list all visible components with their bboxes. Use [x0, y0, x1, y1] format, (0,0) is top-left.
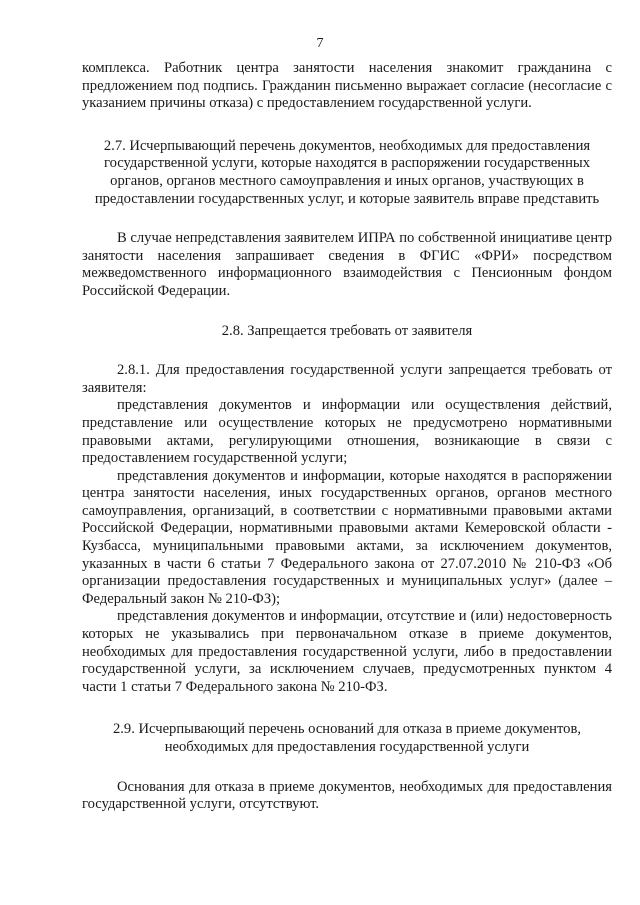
paragraph-consent: комплекса. Работник центра занятости населения знакомит гражданина с предложением под подпись. Гражданин письменно выражает согласие (несогласие с указанием причины отказа) с предоставлением государственной услуги. — [82, 60, 612, 112]
paragraph-2-8-1: 2.8.1. Для предоставления государственной услуги запрещается требовать от заявителя: — [82, 362, 612, 396]
paragraph-item-invalid-info: представления документов и информации, отсутствие и (или) недостоверность которых не указывались при первоначальном отказе в приеме документов, необходимых для предоставления государственной услуги, либо в предоставлении государственной услуги, за исключением случаев, предусмотренных пунктом 4 части 1 статьи 7 Федерального закона № 210-ФЗ. — [82, 608, 612, 695]
page-number: 7 — [316, 36, 324, 51]
section-heading-2-7: 2.7. Исчерпывающий перечень документов, необходимых для предоставления государственной услуги, которые находятся в распоряжении государственных органов, органов местного самоуправления и иных органов, участвующих в предоставлении государственных услуг, и которые заявитель вправе представить — [94, 137, 600, 207]
document-body — [82, 60, 612, 814]
paragraph-no-grounds: Основания для отказа в приеме документов, необходимых для предоставления государственной услуги, отсутствуют. — [82, 778, 612, 813]
paragraph-item-documents: представления документов и информации, которые находятся в распоряжении центра занятости населения, иных государственных органов, органов местного самоуправления, организаций, в соответствии с нормативными правовыми актами Российской Федерации, нормативными правовыми актами Кемеровской области - Кузбасса, муниципальными правовыми актами, за исключением документов, указанных в части 6 статьи 7 Федерального закона от 27.07.2010 № 210-ФЗ «Об организации предоставления государственных и муниципальных услуг» (далее – Федеральный закон № 210-ФЗ); — [82, 467, 612, 607]
section-heading-2-9: 2.9. Исчерпывающий перечень оснований для отказа в приеме документов, необходимых для предоставления государственной услуги — [112, 721, 582, 755]
paragraph-item-actions: представления документов и информации или осуществления действий, представление или осуществление которых не предусмотрено нормативными правовыми актами, регулирующими отношения, возникающие в связи с предоставлением государственной услуги; — [82, 397, 612, 467]
paragraph-ipra-request: В случае непредставления заявителем ИПРА по собственной инициативе центр занятости населения запрашивает сведения в ФГИС «ФРИ» посредством межведомственного информационного взаимодействия с Пенсионным фондом Российской Федерации. — [82, 230, 612, 299]
section-heading-2-8: 2.8. Запрещается требовать от заявителя — [221, 322, 473, 339]
